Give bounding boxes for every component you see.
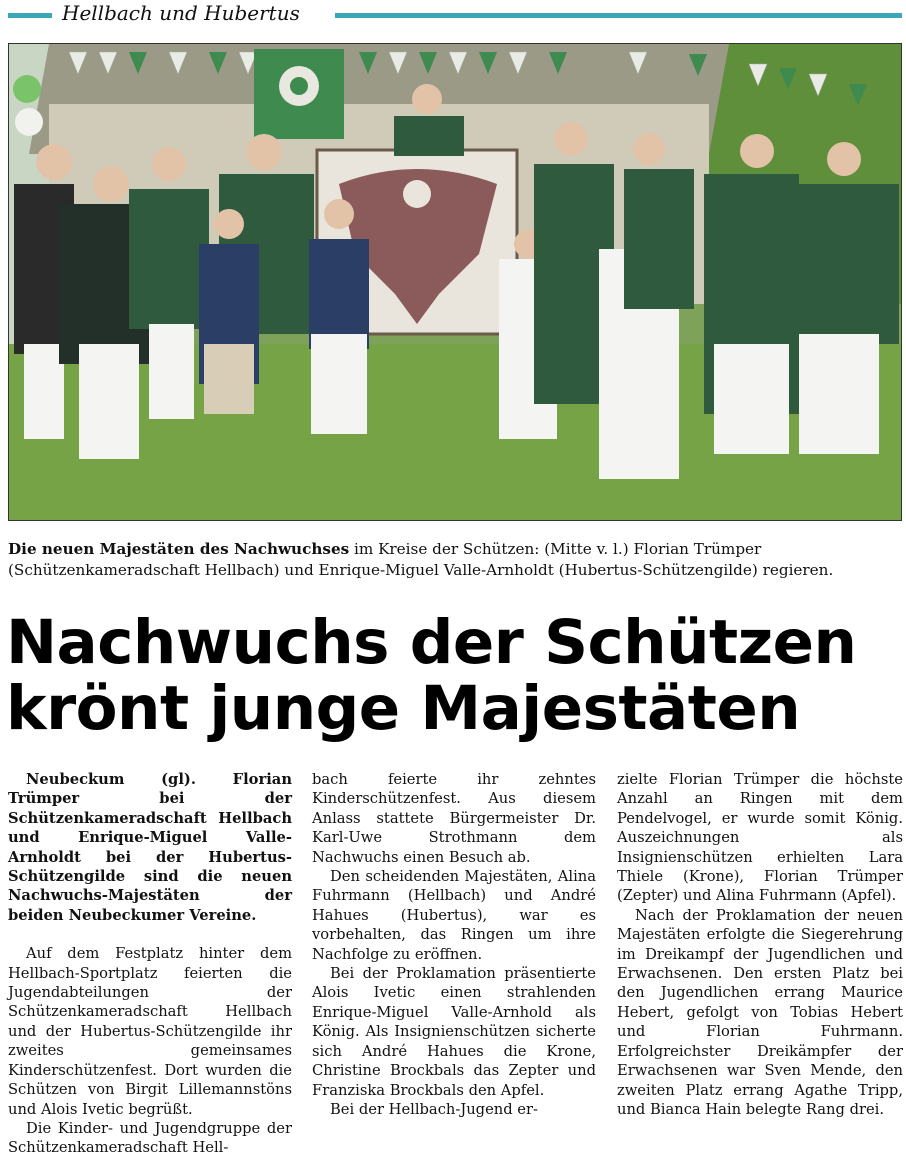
headline-line-2: krönt junge Majestäten <box>6 673 801 744</box>
article-lead: Neubeckum (gl). Florian Trümper bei der Schützenkameradschaft Hellbach und Enrique-Miguel Valle-Arnholdt bei der Hubertus-Schützengilde sind die neuen Nachwuchs-Majestäten der beiden Neubeckumer Vereine. <box>8 771 292 924</box>
group-photo <box>8 43 902 521</box>
article-paragraph: bach feierte ihr zehntes Kinderschützenfest. Aus diesem Anlass stattete Bürgermeister Dr. Karl-Uwe Strothmann dem Nachwuchs einen Besuch ab. <box>312 771 596 866</box>
article-paragraph: zielte Florian Trümper die höchste Anzahl an Ringen mit dem Pendelvogel, er wurde somit König. Auszeichnungen als Insignienschützen erhielten Lara Thiele (Krone), Florian Trümper (Zepter) und Alina Fuhrmann (Apfel). <box>617 771 903 905</box>
article-column-1 <box>8 770 292 1158</box>
article-paragraph: Bei der Proklamation präsentierte Alois Ivetic einen strahlenden Enrique-Miguel Valle-Arnhold als König. Als Insignienschützen sicherte sich André Hahues die Krone, Christine Brockbals das Zepter und Franziska Brockbals den Apfel. <box>312 965 596 1099</box>
section-kicker: Hellbach und Hubertus <box>62 1 300 25</box>
article-paragraph: Bei der Hellbach-Jugend er- <box>330 1100 538 1118</box>
article-column-2 <box>312 770 596 1119</box>
headline-line-1: Nachwuchs der Schützen <box>6 607 857 678</box>
article-paragraph: Die Kinder- und Jugendgruppe der Schützenkameradschaft Hell- <box>8 1119 292 1157</box>
article-paragraph: Nach der Proklamation der neuen Majestäten erfolgte die Siegerehrung im Dreikampf der Jugendlichen und Erwachsenen. Den ersten Platz bei den Jugendlichen errang Maurice Hebert, gefolgt von Tobias Hebert und Florian Fuhrmann. Erfolgreichster Dreikämpfer der Erwachsenen war Sven Mende, den zweiten Platz errang Agathe Tripp, und Bianca Hain belegte Rang drei. <box>617 906 903 1118</box>
caption-text: im Kreise der Schützen: (Mitte v. l.) Florian Trümper (Schützenkameradschaft Hellbach) und Enrique-Miguel Valle-Arnholdt (Hubertus-Schützengilde) regieren. <box>8 540 834 579</box>
group-photo-icon <box>9 44 901 520</box>
article-paragraph: Auf dem Festplatz hinter dem Hellbach-Sportplatz feierten die Jugendabteilungen der Schützenkameradschaft Hellbach und der Hubertus-Schützengilde ihr zweites gemeinsames Kinderschützenfest. Dort wurden die Schützen von Birgit Lillemannstöns und Alois Ivetic begrüßt. <box>8 945 292 1118</box>
kicker-rule-right <box>335 13 902 18</box>
photo-caption <box>8 539 900 581</box>
caption-bold: Die neuen Majestäten des Nachwuchses <box>8 540 350 558</box>
article-column-3 <box>617 770 903 1119</box>
kicker-rule-left <box>8 13 52 18</box>
article-paragraph: Den scheidenden Majestäten, Alina Fuhrmann (Hellbach) und André Hahues (Hubertus), war es vorbehalten, das Ringen um ihre Nachfolge zu eröffnen. <box>312 868 596 963</box>
headline <box>6 607 902 744</box>
